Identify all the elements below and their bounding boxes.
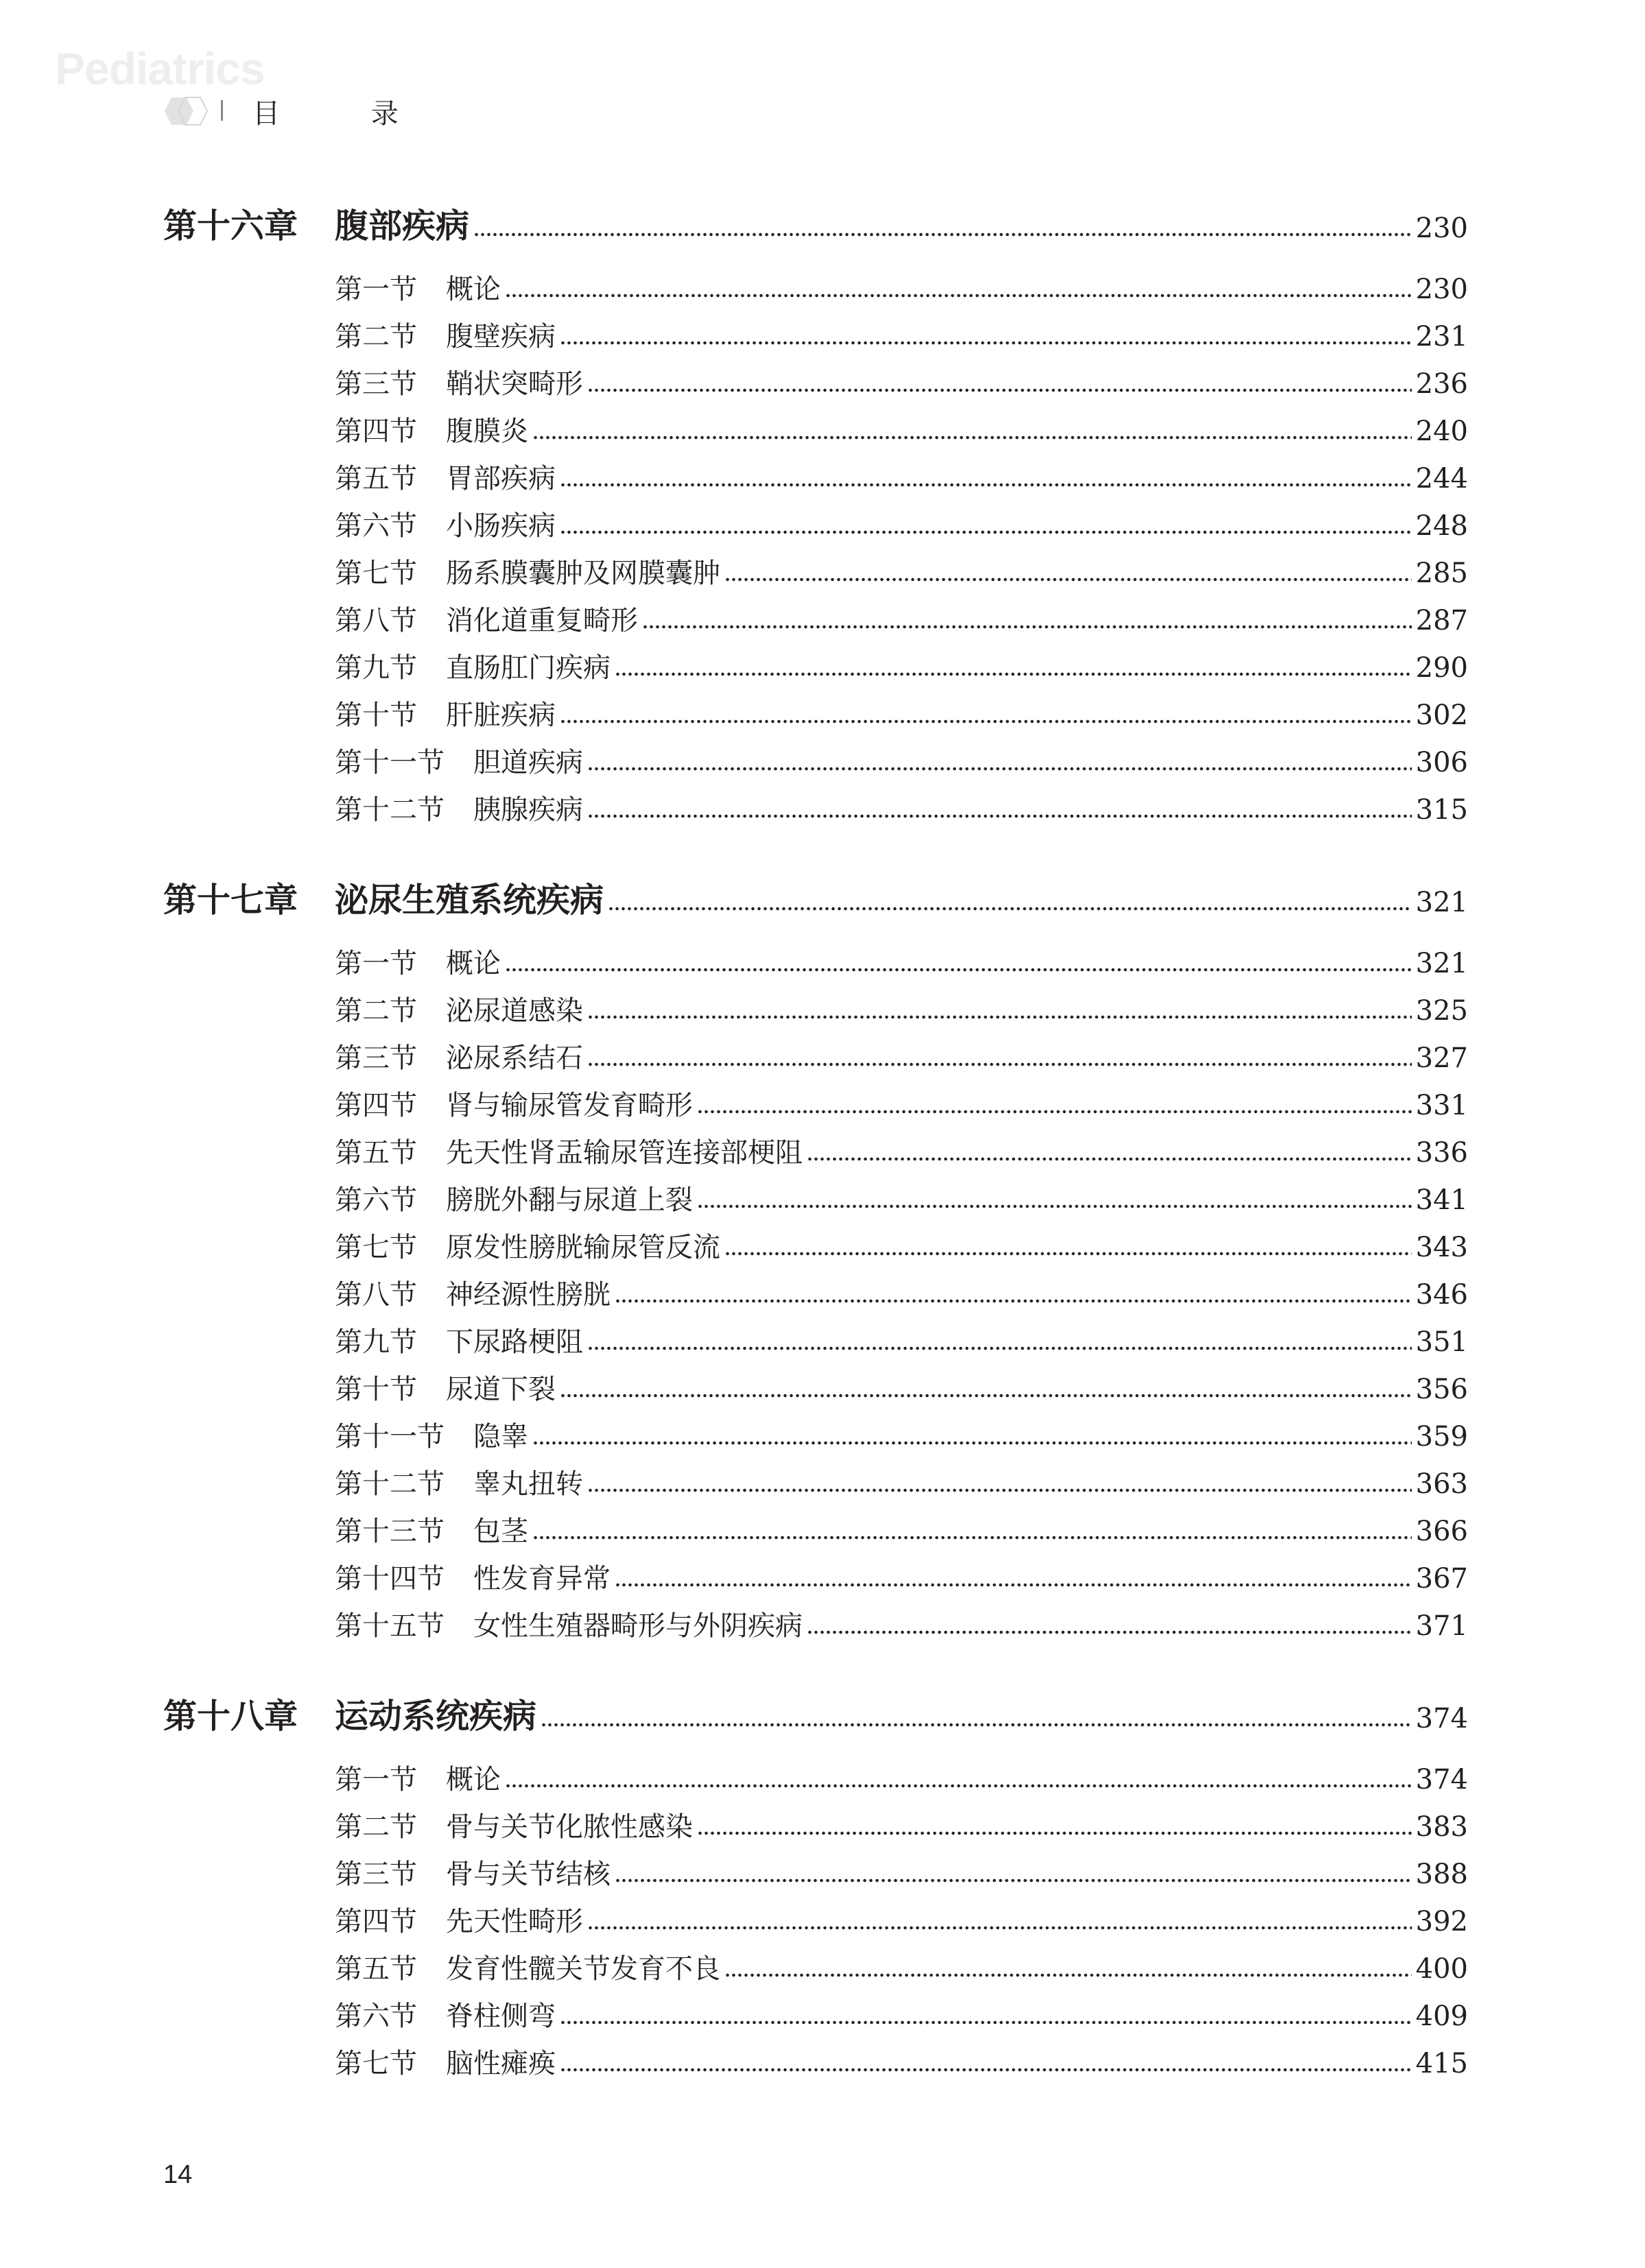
section-title: 骨与关节结核 — [446, 1859, 611, 1890]
chapter-label: 第十六章 — [163, 206, 298, 246]
section-label: 第二节 — [335, 1811, 417, 1843]
toc-section-entry[interactable] — [163, 988, 1468, 1035]
section-label: 第二节 — [335, 321, 417, 353]
dot-leader — [560, 719, 1412, 724]
section-label: 第六节 — [335, 1184, 417, 1216]
toc-section-entry[interactable] — [163, 1946, 1468, 1993]
dot-leader — [587, 1062, 1412, 1067]
section-page-number: 302 — [1415, 700, 1468, 731]
section-page-number: 400 — [1415, 1953, 1468, 1985]
section-label: 第二节 — [335, 995, 417, 1027]
section-label: 第三节 — [335, 1042, 417, 1074]
toc-section-entry[interactable] — [163, 1366, 1468, 1413]
section-label: 第九节 — [335, 652, 417, 684]
toc-section-entry[interactable] — [163, 1177, 1468, 1224]
section-page-number: 231 — [1415, 321, 1468, 353]
toc-section-entry[interactable] — [163, 1413, 1468, 1461]
section-title: 肝脏疾病 — [446, 700, 556, 731]
dot-leader — [615, 671, 1412, 677]
section-title: 小肠疾病 — [446, 510, 556, 542]
section-page-number: 356 — [1415, 1374, 1468, 1405]
section-title: 直肠肛门疾病 — [446, 652, 611, 684]
section-label: 第十节 — [335, 700, 417, 731]
section-title: 隐睾 — [473, 1421, 528, 1453]
section-page-number: 290 — [1415, 652, 1468, 684]
section-page-number: 341 — [1415, 1184, 1468, 1216]
section-title: 概论 — [446, 274, 501, 305]
section-page-number: 359 — [1415, 1421, 1468, 1453]
section-title: 胰腺疾病 — [473, 794, 583, 826]
section-label: 第四节 — [335, 416, 417, 447]
section-title: 胃部疾病 — [446, 463, 556, 494]
section-page-number: 336 — [1415, 1137, 1468, 1169]
dot-leader — [587, 813, 1412, 819]
section-label: 第一节 — [335, 274, 417, 305]
section-title: 胆道疾病 — [473, 747, 583, 778]
chapter-page-number: 374 — [1415, 1703, 1468, 1734]
section-label: 第七节 — [335, 558, 417, 589]
section-title: 腹壁疾病 — [446, 321, 556, 353]
section-page-number: 366 — [1415, 1516, 1468, 1547]
section-label: 第五节 — [335, 463, 417, 494]
section-title: 性发育异常 — [473, 1563, 611, 1595]
dot-leader — [615, 1878, 1412, 1883]
dot-leader — [724, 577, 1412, 582]
toc-section-entry[interactable] — [163, 1804, 1468, 1851]
toc-section-entry[interactable] — [163, 1851, 1468, 1898]
section-title: 神经源性膀胱 — [446, 1279, 611, 1311]
dot-leader — [505, 293, 1412, 298]
toc-section-entry[interactable] — [163, 1319, 1468, 1366]
section-page-number: 383 — [1415, 1811, 1468, 1843]
section-label: 第五节 — [335, 1137, 417, 1169]
dot-leader — [560, 2067, 1412, 2073]
section-title: 肠系膜囊肿及网膜囊肿 — [446, 558, 720, 589]
table-of-contents — [163, 202, 1468, 2088]
chapter-title: 运动系统疾病 — [335, 1697, 537, 1736]
hexagon-logo-icon — [165, 96, 213, 126]
dot-leader — [532, 435, 1412, 440]
dot-leader — [587, 1014, 1412, 1020]
section-label: 第十一节 — [335, 1421, 445, 1453]
section-page-number: 287 — [1415, 605, 1468, 636]
section-title: 发育性髋关节发育不良 — [446, 1953, 720, 1985]
section-title: 膀胱外翻与尿道上裂 — [446, 1184, 693, 1216]
section-page-number: 244 — [1415, 463, 1468, 494]
dot-leader — [615, 1298, 1412, 1304]
page-title: 目 录 — [252, 98, 440, 130]
section-page-number: 363 — [1415, 1468, 1468, 1500]
dot-leader — [532, 1440, 1412, 1446]
section-title: 泌尿系结石 — [446, 1042, 583, 1074]
toc-section-entry[interactable] — [163, 1461, 1468, 1508]
toc-section-entry[interactable] — [163, 739, 1468, 787]
section-title: 泌尿道感染 — [446, 995, 583, 1027]
toc-section-entry[interactable] — [163, 787, 1468, 834]
dot-leader — [807, 1156, 1412, 1162]
toc-section-entry[interactable] — [163, 1898, 1468, 1946]
section-label: 第十一节 — [335, 747, 445, 778]
section-title: 腹膜炎 — [446, 416, 528, 447]
dot-leader — [560, 482, 1412, 488]
toc-chapter-entry[interactable] — [163, 1693, 1468, 1740]
section-label: 第十节 — [335, 1374, 417, 1405]
section-label: 第七节 — [335, 1232, 417, 1263]
section-title: 消化道重复畸形 — [446, 605, 638, 636]
chapter-title: 泌尿生殖系统疾病 — [335, 881, 604, 920]
dot-leader — [615, 1582, 1412, 1588]
chapter-label: 第十七章 — [163, 881, 298, 920]
section-label: 第八节 — [335, 1279, 417, 1311]
toc-section-entry[interactable] — [163, 1555, 1468, 1603]
dot-leader — [560, 2020, 1412, 2025]
header-divider — [221, 100, 223, 121]
section-page-number: 285 — [1415, 558, 1468, 589]
toc-section-entry[interactable] — [163, 1035, 1468, 1082]
section-page-number: 343 — [1415, 1232, 1468, 1263]
pediatrics-watermark-logo: Pediatrics — [55, 43, 265, 94]
toc-section-entry[interactable] — [163, 1603, 1468, 1650]
dot-leader — [505, 967, 1412, 972]
dot-leader — [587, 1488, 1412, 1493]
toc-section-entry[interactable] — [163, 2040, 1468, 2088]
section-label: 第一节 — [335, 1764, 417, 1795]
section-title: 概论 — [446, 1764, 501, 1795]
section-title: 原发性膀胱输尿管反流 — [446, 1232, 720, 1263]
section-label: 第六节 — [335, 510, 417, 542]
dot-leader — [473, 232, 1412, 237]
toc-section-entry[interactable] — [163, 550, 1468, 597]
section-title: 尿道下裂 — [446, 1374, 556, 1405]
toc-section-entry[interactable] — [163, 597, 1468, 645]
toc-section-entry[interactable] — [163, 940, 1468, 988]
section-label: 第四节 — [335, 1090, 417, 1121]
toc-section-entry[interactable] — [163, 645, 1468, 692]
dot-leader — [505, 1783, 1412, 1789]
toc-section-entry[interactable] — [163, 1272, 1468, 1319]
toc-section-entry[interactable] — [163, 1224, 1468, 1272]
section-label: 第四节 — [335, 1906, 417, 1937]
dot-leader — [560, 529, 1412, 535]
section-title: 先天性肾盂输尿管连接部梗阻 — [446, 1137, 803, 1169]
section-title: 先天性畸形 — [446, 1906, 583, 1937]
dot-leader — [560, 340, 1412, 346]
section-label: 第十二节 — [335, 1468, 445, 1500]
section-page-number: 248 — [1415, 510, 1468, 542]
dot-leader — [807, 1630, 1412, 1635]
section-page-number: 327 — [1415, 1042, 1468, 1074]
dot-leader — [587, 1346, 1412, 1351]
dot-leader — [724, 1972, 1412, 1978]
dot-leader — [587, 387, 1412, 393]
toc-chapter-entry[interactable] — [163, 876, 1468, 924]
chapter-page-number: 321 — [1415, 887, 1468, 918]
page-number: 14 — [163, 2160, 193, 2189]
section-label: 第九节 — [335, 1326, 417, 1358]
dot-leader — [608, 906, 1412, 911]
toc-section-entry[interactable] — [163, 313, 1468, 361]
section-title: 鞘状突畸形 — [446, 368, 583, 400]
section-label: 第三节 — [335, 368, 417, 400]
section-page-number: 415 — [1415, 2048, 1468, 2079]
toc-section-entry[interactable] — [163, 455, 1468, 503]
toc-section-entry[interactable] — [163, 1082, 1468, 1130]
toc-chapter-entry[interactable] — [163, 202, 1468, 250]
dot-leader — [587, 766, 1412, 772]
toc-section-entry[interactable] — [163, 408, 1468, 455]
dot-leader — [697, 1109, 1412, 1114]
dot-leader — [587, 1925, 1412, 1931]
section-page-number: 240 — [1415, 416, 1468, 447]
section-label: 第八节 — [335, 605, 417, 636]
dot-leader — [642, 624, 1412, 630]
section-page-number: 371 — [1415, 1610, 1468, 1642]
section-label: 第十五节 — [335, 1610, 445, 1642]
section-label: 第十二节 — [335, 794, 445, 826]
section-title: 下尿路梗阻 — [446, 1326, 583, 1358]
chapter-page-number: 230 — [1415, 213, 1468, 244]
dot-leader — [532, 1535, 1412, 1540]
toc-section-entry[interactable] — [163, 503, 1468, 550]
section-page-number: 315 — [1415, 794, 1468, 826]
toc-section-entry[interactable] — [163, 266, 1468, 313]
dot-leader — [697, 1830, 1412, 1836]
section-label: 第五节 — [335, 1953, 417, 1985]
toc-section-entry[interactable] — [163, 361, 1468, 408]
section-title: 骨与关节化脓性感染 — [446, 1811, 693, 1843]
section-page-number: 306 — [1415, 747, 1468, 778]
section-page-number: 236 — [1415, 368, 1468, 400]
section-title: 睾丸扭转 — [473, 1468, 583, 1500]
chapter-title: 腹部疾病 — [335, 206, 470, 246]
toc-section-entry[interactable] — [163, 1130, 1468, 1177]
section-title: 概论 — [446, 948, 501, 979]
section-label: 第一节 — [335, 948, 417, 979]
toc-section-entry[interactable] — [163, 692, 1468, 739]
section-page-number: 331 — [1415, 1090, 1468, 1121]
section-page-number: 409 — [1415, 2001, 1468, 2032]
dot-leader — [697, 1204, 1412, 1209]
section-label: 第七节 — [335, 2048, 417, 2079]
section-title: 包茎 — [473, 1516, 528, 1547]
section-page-number: 388 — [1415, 1859, 1468, 1890]
section-label: 第三节 — [335, 1859, 417, 1890]
section-title: 女性生殖器畸形与外阴疾病 — [473, 1610, 803, 1642]
section-title: 肾与输尿管发育畸形 — [446, 1090, 693, 1121]
dot-leader — [541, 1722, 1412, 1728]
dot-leader — [724, 1251, 1412, 1256]
section-page-number: 230 — [1415, 274, 1468, 305]
toc-section-entry[interactable] — [163, 1756, 1468, 1804]
section-label: 第十四节 — [335, 1563, 445, 1595]
chapter-label: 第十八章 — [163, 1697, 298, 1736]
section-page-number: 392 — [1415, 1906, 1468, 1937]
section-title: 脑性瘫痪 — [446, 2048, 556, 2079]
toc-section-entry[interactable] — [163, 1993, 1468, 2040]
section-label: 第十三节 — [335, 1516, 445, 1547]
section-page-number: 321 — [1415, 948, 1468, 979]
section-page-number: 351 — [1415, 1326, 1468, 1358]
section-page-number: 374 — [1415, 1764, 1468, 1795]
dot-leader — [560, 1393, 1412, 1398]
section-page-number: 325 — [1415, 995, 1468, 1027]
section-title: 脊柱侧弯 — [446, 2001, 556, 2032]
section-page-number: 367 — [1415, 1563, 1468, 1595]
section-page-number: 346 — [1415, 1279, 1468, 1311]
toc-section-entry[interactable] — [163, 1508, 1468, 1555]
section-label: 第六节 — [335, 2001, 417, 2032]
